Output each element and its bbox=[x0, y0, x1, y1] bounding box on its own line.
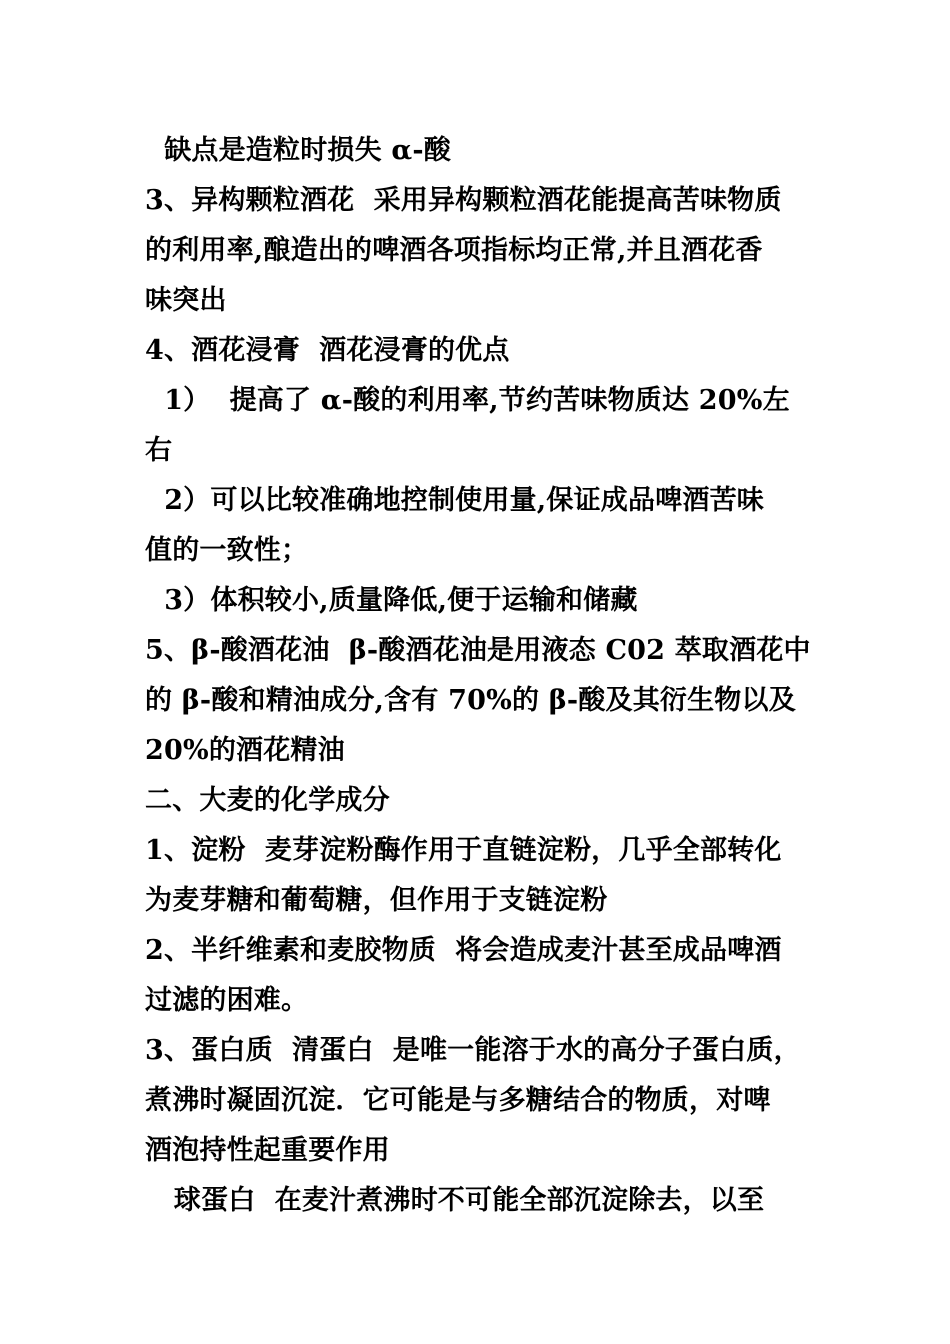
text-line: 为麦芽糖和葡萄糖，但作用于支链淀粉 bbox=[145, 885, 608, 916]
text-line: 缺点是造粒时损失 α-酸 bbox=[145, 135, 451, 166]
text-line: 1） 提高了 α-酸的利用率,节约苦味物质达 20%左 bbox=[145, 385, 790, 416]
text-line: 味突出 bbox=[145, 285, 227, 316]
text-line: 球蛋白 在麦汁煮沸时不可能全部沉淀除去，以至 bbox=[145, 1185, 765, 1216]
text-line: 酒泡持性起重要作用 bbox=[145, 1135, 390, 1166]
text-line: 右 bbox=[145, 435, 173, 466]
text-line: 3、蛋白质 清蛋白 是唯一能溶于水的高分子蛋白质， bbox=[145, 1035, 801, 1066]
text-line: 5、β-酸酒花油 β-酸酒花油是用液态 C02 萃取酒花中 bbox=[145, 635, 811, 666]
section-heading: 二、大麦的化学成分 bbox=[145, 785, 390, 816]
text-line: 2）可以比较准确地控制使用量,保证成品啤酒苦味 bbox=[145, 485, 764, 516]
text-line: 2、半纤维素和麦胶物质 将会造成麦汁甚至成品啤酒 bbox=[145, 935, 782, 966]
text-line: 3、异构颗粒酒花 采用异构颗粒酒花能提高苦味物质 bbox=[145, 185, 782, 216]
document-body bbox=[145, 126, 820, 1226]
text-line: 3）体积较小,质量降低,便于运输和储藏 bbox=[145, 585, 638, 616]
text-line: 1、淀粉 麦芽淀粉酶作用于直链淀粉，几乎全部转化 bbox=[145, 835, 782, 866]
text-line: 的 β-酸和精油成分,含有 70%的 β-酸及其衍生物以及 bbox=[145, 685, 796, 716]
text-line: 煮沸时凝固沉淀．它可能是与多糖结合的物质，对啤 bbox=[145, 1085, 771, 1116]
text-line: 4、酒花浸膏 酒花浸膏的优点 bbox=[145, 335, 510, 366]
text-line: 过滤的困难。 bbox=[145, 985, 309, 1016]
text-line: 的利用率,酿造出的啤酒各项指标均正常,并且酒花香 bbox=[145, 235, 763, 266]
text-line: 值的一致性； bbox=[145, 535, 309, 566]
text-line: 20%的酒花精油 bbox=[145, 735, 345, 766]
